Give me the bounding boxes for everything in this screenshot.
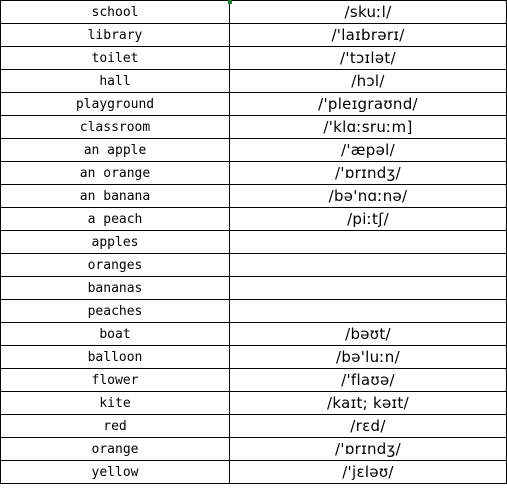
word-cell[interactable]: an apple: [1, 139, 230, 162]
table-row: [1, 208, 507, 231]
word-cell[interactable]: orange: [1, 438, 230, 461]
word-cell[interactable]: red: [1, 415, 230, 438]
word-cell[interactable]: flower: [1, 369, 230, 392]
table-row: [1, 438, 507, 461]
table-row: [1, 392, 507, 415]
table-row: [1, 70, 507, 93]
word-cell[interactable]: apples: [1, 231, 230, 254]
phonetic-cell[interactable]: /'æpəl/: [230, 139, 507, 162]
table-row: [1, 93, 507, 116]
phonetic-cell[interactable]: [230, 231, 507, 254]
table-row: [1, 231, 507, 254]
phonetic-cell[interactable]: /'laɪbrərɪ/: [230, 24, 507, 47]
table-row: [1, 47, 507, 70]
phonetic-cell[interactable]: /'ɒrɪndʒ/: [230, 162, 507, 185]
word-cell[interactable]: hall: [1, 70, 230, 93]
phonetic-cell[interactable]: /bə'luːn/: [230, 346, 507, 369]
phonetic-cell[interactable]: /'flaʊə/: [230, 369, 507, 392]
table-row: [1, 254, 507, 277]
phonetic-cell[interactable]: /'pleɪgraʊnd/: [230, 93, 507, 116]
phonetic-cell[interactable]: /bə'nɑːnə/: [230, 185, 507, 208]
table-row: [1, 162, 507, 185]
word-cell[interactable]: school: [1, 1, 230, 24]
word-cell[interactable]: oranges: [1, 254, 230, 277]
word-cell[interactable]: a peach: [1, 208, 230, 231]
word-cell[interactable]: library: [1, 24, 230, 47]
table-row: [1, 369, 507, 392]
word-cell[interactable]: yellow: [1, 461, 230, 484]
phonetic-cell[interactable]: /'ɒrɪndʒ/: [230, 438, 507, 461]
table-row: [1, 116, 507, 139]
phonetic-cell[interactable]: [230, 277, 507, 300]
table-row: [1, 277, 507, 300]
word-cell[interactable]: an orange: [1, 162, 230, 185]
word-cell[interactable]: kite: [1, 392, 230, 415]
phonetic-cell[interactable]: [230, 300, 507, 323]
word-cell[interactable]: classroom: [1, 116, 230, 139]
phonetic-cell[interactable]: /'jɛləʊ/: [230, 461, 507, 484]
table-row: [1, 415, 507, 438]
phonetic-cell[interactable]: /bəʊt/: [230, 323, 507, 346]
word-cell[interactable]: boat: [1, 323, 230, 346]
word-cell[interactable]: balloon: [1, 346, 230, 369]
phonetic-cell[interactable]: /'tɔɪlət/: [230, 47, 507, 70]
word-cell[interactable]: an banana: [1, 185, 230, 208]
phonetic-cell[interactable]: /hɔl/: [230, 70, 507, 93]
vocabulary-table-body: [1, 1, 507, 484]
table-row: [1, 346, 507, 369]
phonetic-cell[interactable]: [230, 254, 507, 277]
phonetic-cell[interactable]: /'klɑːsruːm]: [230, 116, 507, 139]
word-cell[interactable]: playground: [1, 93, 230, 116]
phonetic-cell[interactable]: /kaɪt; kəɪt/: [230, 392, 507, 415]
word-cell[interactable]: bananas: [1, 277, 230, 300]
word-cell[interactable]: peaches: [1, 300, 230, 323]
phonetic-cell[interactable]: /rɛd/: [230, 415, 507, 438]
table-row: [1, 323, 507, 346]
phonetic-cell[interactable]: /piːtʃ/: [230, 208, 507, 231]
table-row: [1, 185, 507, 208]
table-row: [1, 461, 507, 484]
selection-handle[interactable]: [228, 0, 232, 4]
table-row: [1, 300, 507, 323]
table-row: [1, 1, 507, 24]
word-cell[interactable]: toilet: [1, 47, 230, 70]
table-row: [1, 24, 507, 47]
table-row: [1, 139, 507, 162]
phonetic-cell[interactable]: /skuːl/: [230, 1, 507, 24]
